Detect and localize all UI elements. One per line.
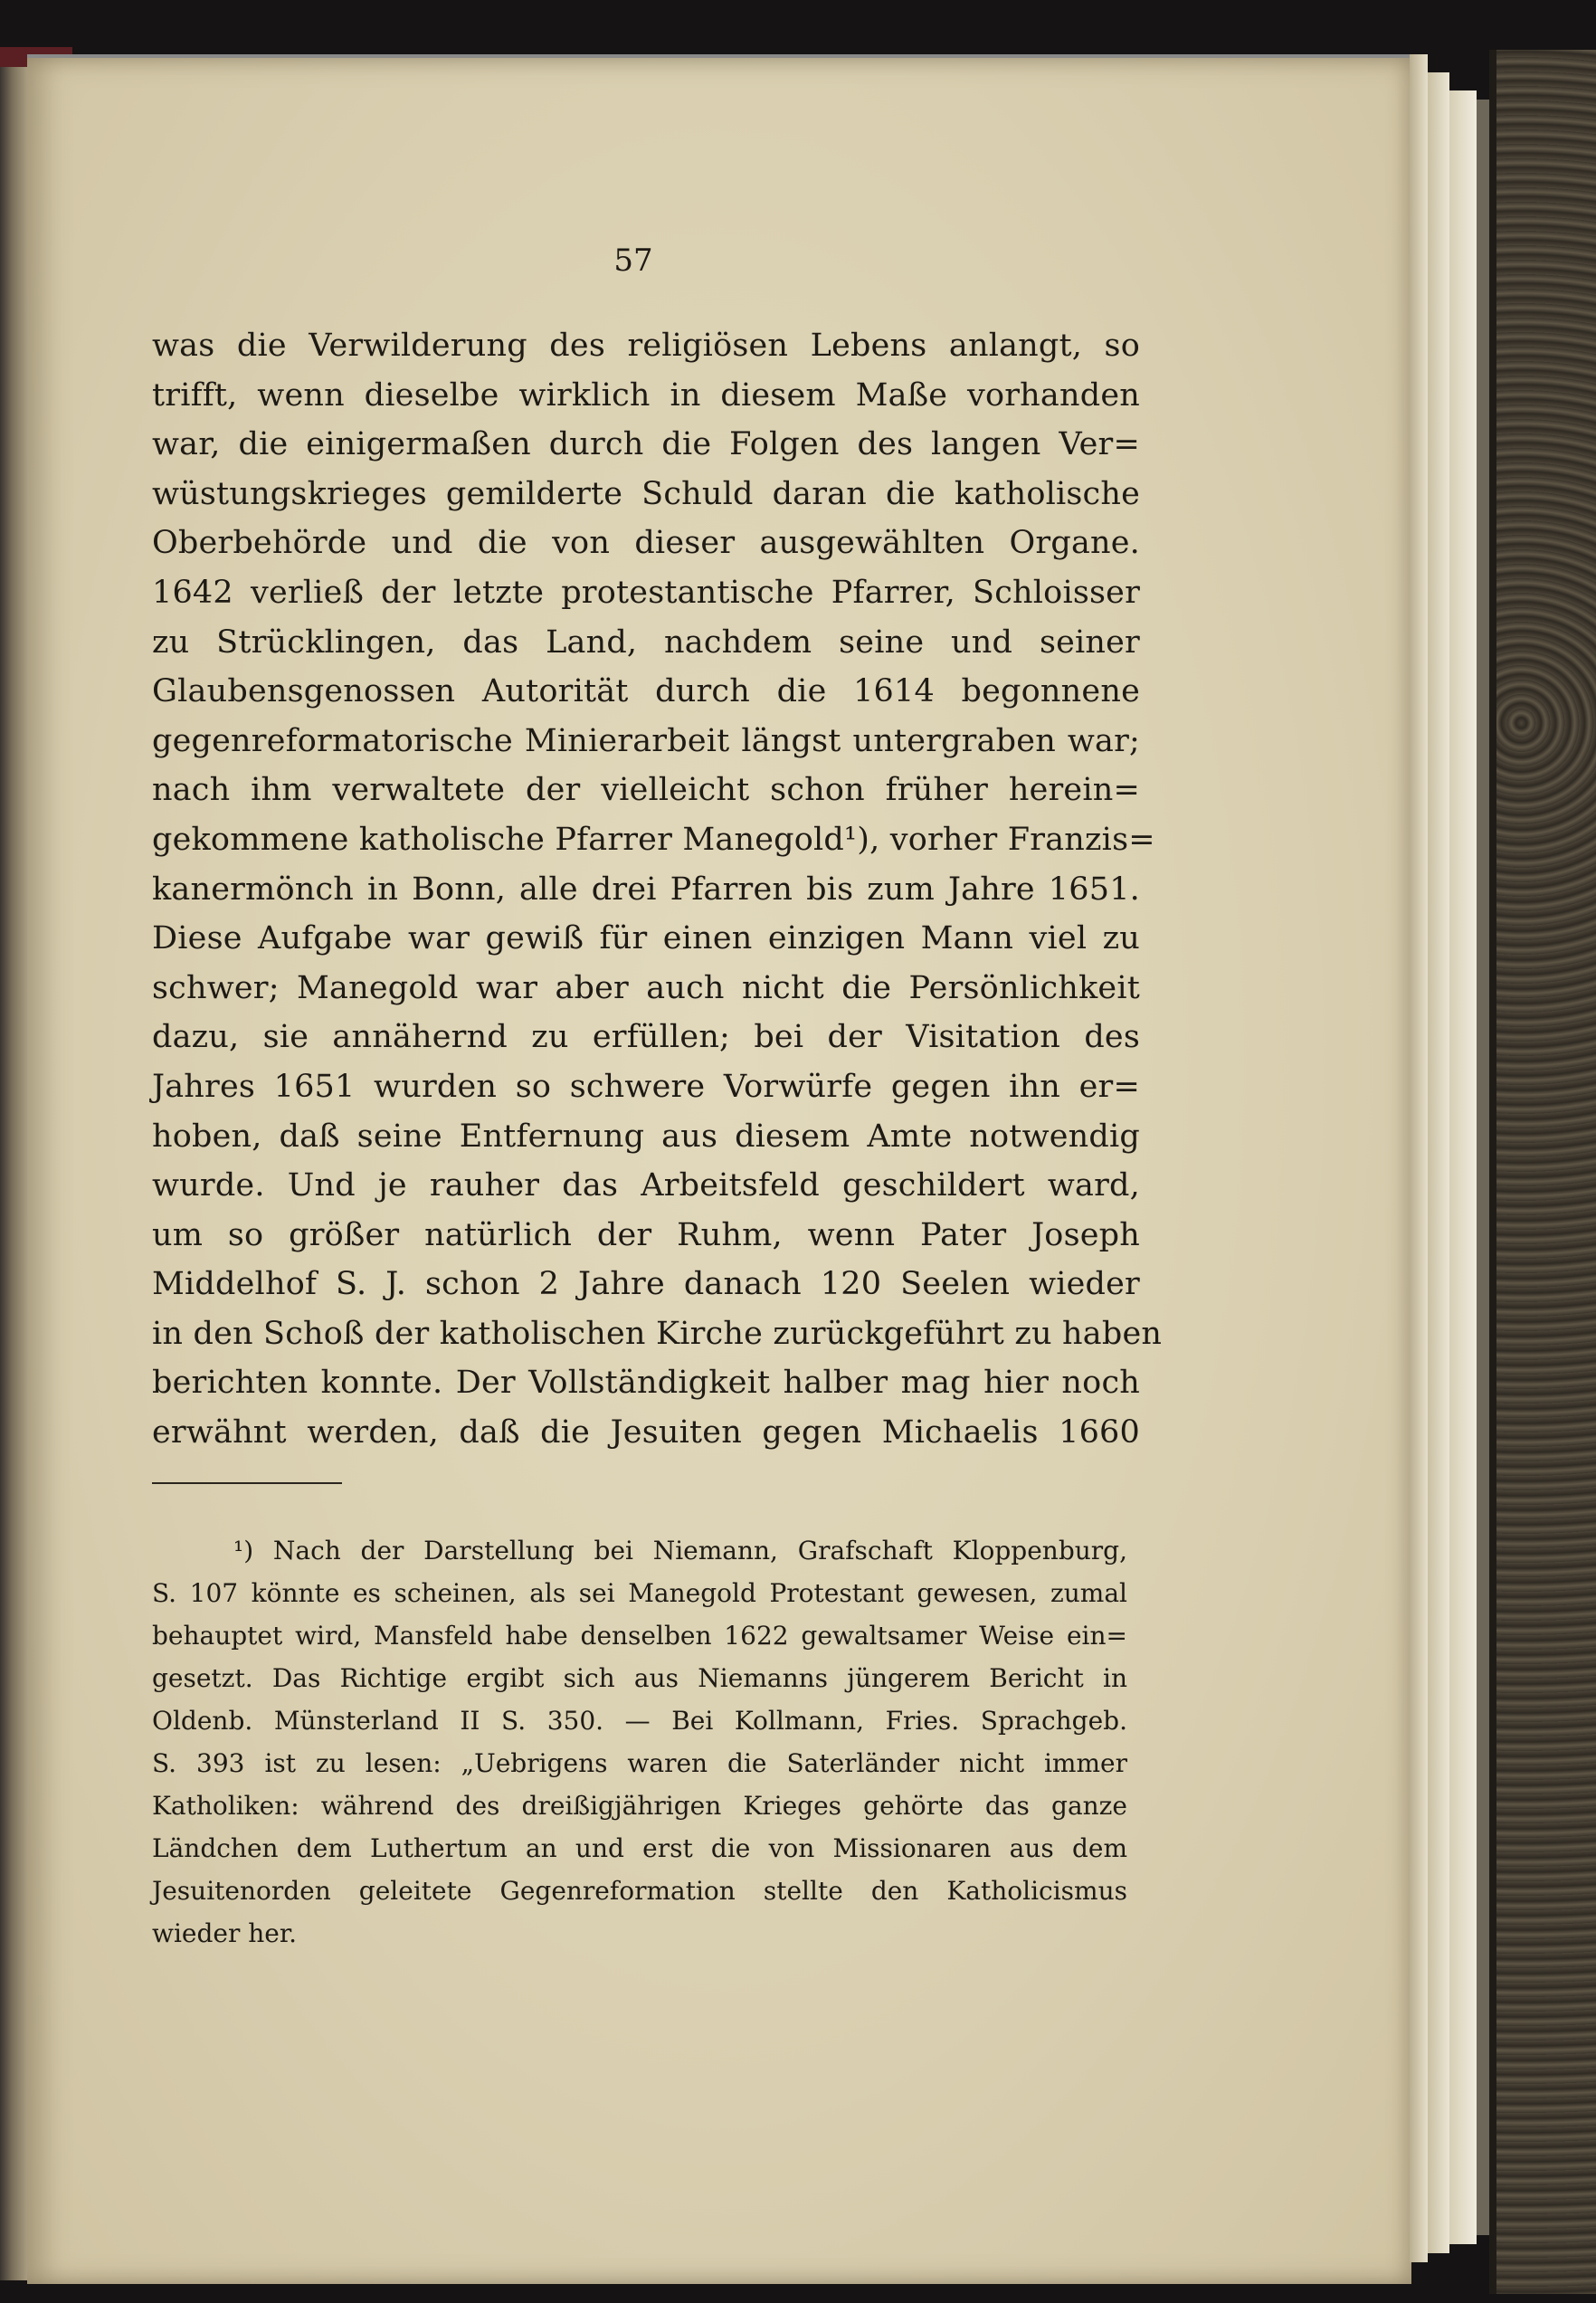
- body-line: zu Strücklingen, das Land, nachdem seine und seiner: [152, 623, 1140, 661]
- body-line: um so größer natürlich der Ruhm, wenn Pater Joseph: [152, 1216, 1140, 1253]
- body-line: Jahres 1651 wurden so schwere Vorwürfe gegen ihn er=: [152, 1068, 1140, 1105]
- page-edge: [1428, 72, 1449, 2253]
- page-edge: [1410, 54, 1428, 2262]
- page-number: 57: [613, 243, 653, 279]
- body-text: [152, 321, 1163, 1458]
- page-edge: [1477, 100, 1489, 2235]
- body-line: gegenreformatorische Minierarbeit längst untergraben war;: [152, 722, 1140, 759]
- book-cover-rim: [1489, 50, 1496, 2294]
- body-line: hoben, daß seine Entfernung aus diesem Amte notwendig: [152, 1118, 1140, 1155]
- page-edge: [1449, 90, 1477, 2244]
- body-line: Glaubensgenossen Autorität durch die 1614 begonnene: [152, 673, 1140, 710]
- body-line: nach ihm verwaltete der vielleicht schon früher herein=: [152, 772, 1140, 809]
- footnote-separator: [152, 1482, 342, 1484]
- body-line: wüstungskrieges gemilderte Schuld daran die katholische: [152, 475, 1140, 512]
- footnote-line: S. 107 könnte es scheinen, als sei Manegold Protestant gewesen, zumal: [152, 1578, 1127, 1608]
- footnote-line: S. 393 ist zu lesen: „Uebrigens waren die Saterländer nicht immer: [152, 1748, 1127, 1778]
- footnote-line: Jesuitenorden geleitete Gegenreformation stellte den Katholicismus: [152, 1876, 1127, 1906]
- body-line: was die Verwilderung des religiösen Lebens anlangt, so: [152, 328, 1140, 364]
- body-line: Middelhof S. J. schon 2 Jahre danach 120 Seelen wieder: [152, 1266, 1140, 1303]
- body-line: wurde. Und je rauher das Arbeitsfeld geschildert ward,: [152, 1167, 1140, 1204]
- body-line: erwähnt werden, daß die Jesuiten gegen Michaelis 1660: [152, 1414, 1140, 1451]
- footnote: [152, 1529, 1127, 1955]
- footnote-line: behauptet wird, Mansfeld habe denselben 1622 gewaltsamer Weise ein=: [152, 1621, 1127, 1651]
- body-line: war, die einigermaßen durch die Folgen des langen Ver=: [152, 426, 1140, 463]
- body-line: trifft, wenn dieselbe wirklich in diesem Maße vorhanden: [152, 376, 1140, 414]
- body-line: in den Schoß der katholischen Kirche zurückgeführt zu haben: [152, 1315, 1163, 1352]
- footnote-line: gesetzt. Das Richtige ergibt sich aus Niemanns jüngerem Bericht in: [152, 1663, 1127, 1693]
- previous-page-edge: [0, 54, 31, 2280]
- body-line: kanermönch in Bonn, alle drei Pfarren bis zum Jahre 1651.: [152, 871, 1140, 908]
- body-line: gekommene katholische Pfarrer Manegold¹), vorher Franzis=: [152, 821, 1155, 858]
- body-line: Diese Aufgabe war gewiß für einen einzigen Mann viel zu: [152, 920, 1140, 957]
- body-line: Oberbehörde und die von dieser ausgewählten Organe.: [152, 525, 1140, 562]
- body-line: berichten konnte. Der Vollständigkeit halber mag hier noch: [152, 1365, 1140, 1402]
- footnote-line: wieder her.: [152, 1918, 298, 1948]
- body-line: dazu, sie annähernd zu erfüllen; bei der Visitation des: [152, 1019, 1140, 1056]
- book-cover: [1489, 50, 1596, 2294]
- body-line: schwer; Manegold war aber auch nicht die Persönlichkeit: [152, 969, 1140, 1006]
- footnote-line: Ländchen dem Luthertum an und erst die von Missionaren aus dem: [152, 1833, 1127, 1863]
- footnote-line: Katholiken: während des dreißigjährigen Krieges gehörte das ganze: [152, 1791, 1127, 1821]
- body-line: 1642 verließ der letzte protestantische Pfarrer, Schloisser: [152, 574, 1140, 611]
- footnote-line: ¹) Nach der Darstellung bei Niemann, Grafschaft Kloppenburg,: [233, 1536, 1127, 1565]
- footnote-line: Oldenb. Münsterland II S. 350. — Bei Kollmann, Fries. Sprachgeb.: [152, 1706, 1127, 1736]
